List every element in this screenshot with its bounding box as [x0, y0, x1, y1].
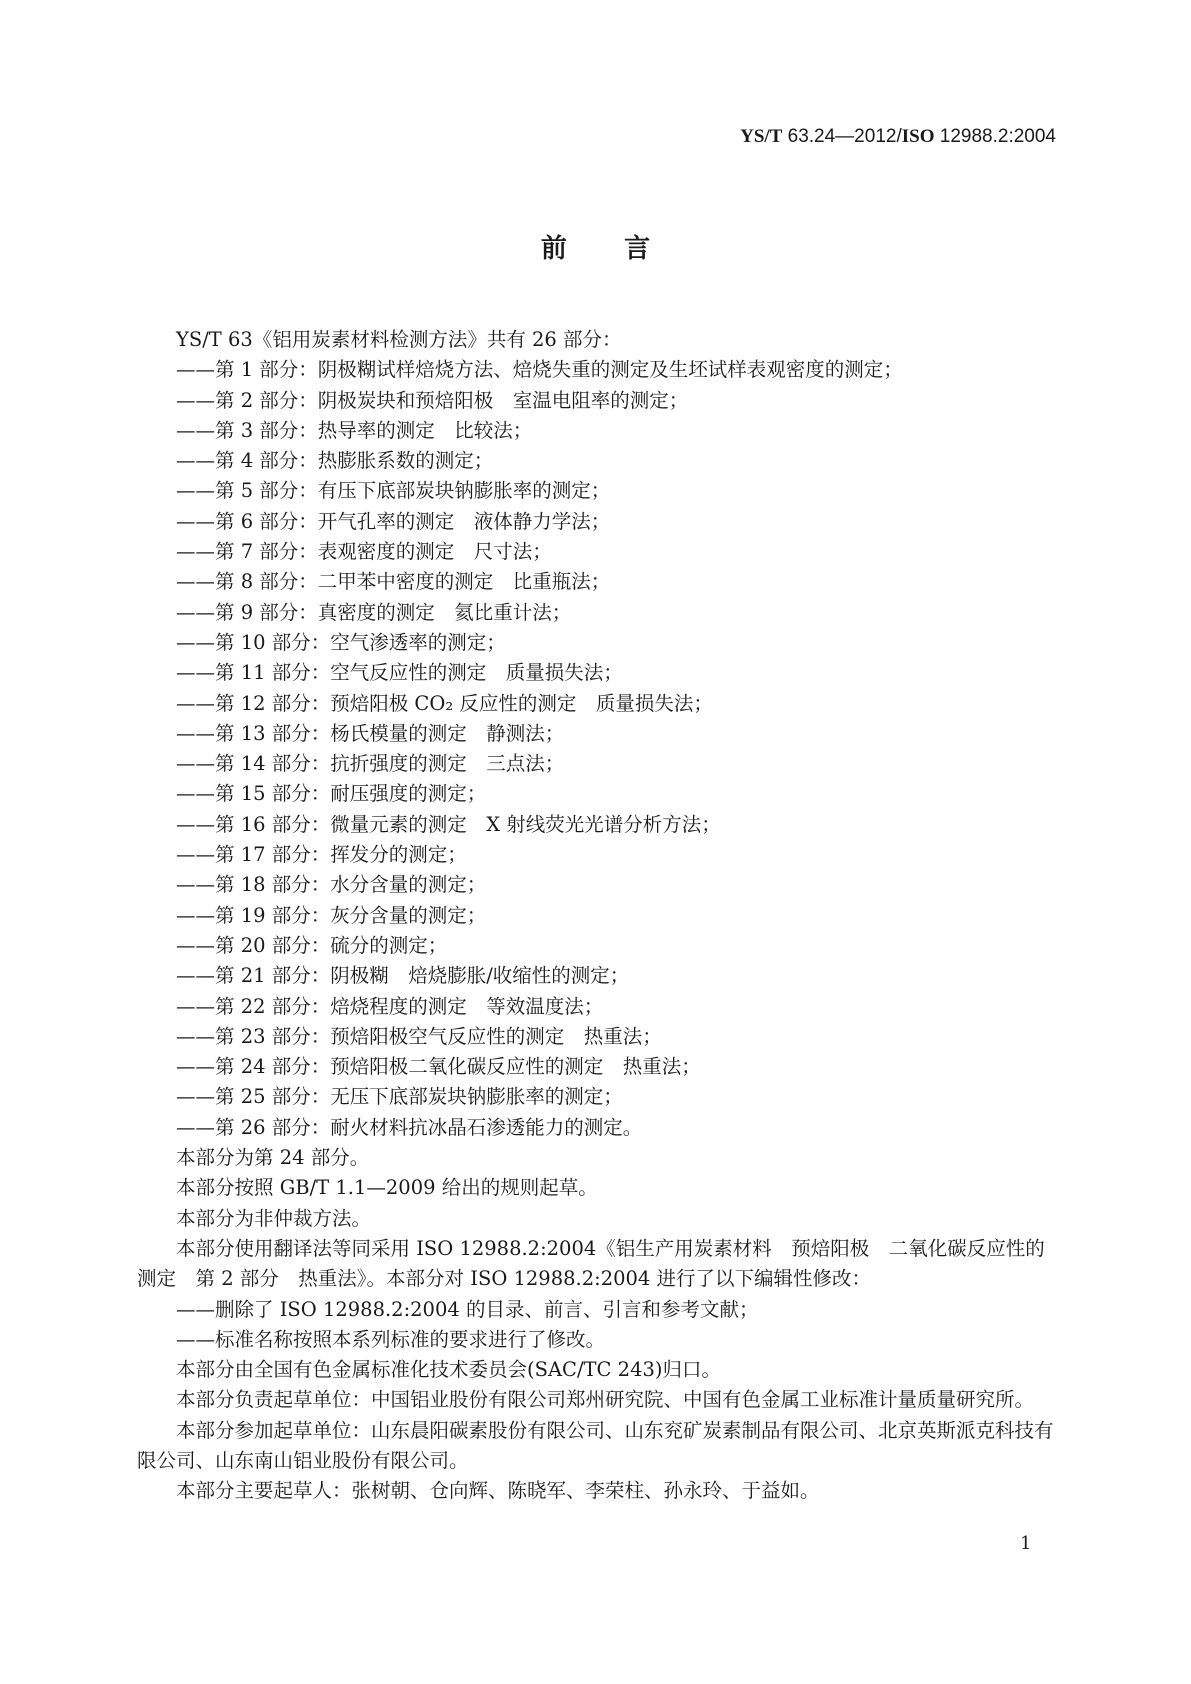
part-list-item: ——第 22 部分：焙烧程度的测定 等效温度法；: [176, 994, 604, 1018]
part-list-item: ——第 12 部分：预焙阳极 CO₂ 反应性的测定 质量损失法；: [176, 691, 713, 715]
part-list-item: ——第 8 部分：二甲苯中密度的测定 比重瓶法；: [176, 570, 611, 594]
part-list-item: ——第 25 部分：无压下底部炭块钠膨胀率的测定；: [176, 1085, 623, 1109]
body-paragraph: ——删除了 ISO 12988.2:2004 的目录、前言、引言和参考文献；: [176, 1297, 759, 1321]
body-paragraph: ——标准名称按照本系列标准的要求进行了修改。: [176, 1327, 606, 1351]
part-list-item: ——第 24 部分：预焙阳极二氧化碳反应性的测定 热重法；: [176, 1055, 701, 1079]
page-number: 1: [1020, 1533, 1032, 1554]
part-list-item: ——第 1 部分：阴极糊试样焙烧方法、焙烧失重的测定及生坯试样表观密度的测定；: [176, 358, 903, 382]
part-list-item: ——第 4 部分：热膨胀系数的测定；: [176, 449, 494, 473]
foreword-body: [137, 325, 1057, 1507]
body-paragraph: 本部分负责起草单位：中国铝业股份有限公司郑州研究院、中国有色金属工业标准计量质量研究所。: [176, 1388, 1035, 1412]
part-list-item: ——第 18 部分：水分含量的测定；: [176, 873, 487, 897]
body-paragraph: 本部分主要起草人：张树朝、仓向辉、陈晓军、李荣柱、孙永玲、于益如。: [176, 1479, 820, 1503]
part-list-item: ——第 14 部分：抗折强度的测定 三点法；: [176, 752, 565, 776]
parts-list: [137, 355, 1057, 1143]
part-list-item: ——第 9 部分：真密度的测定 氦比重计法；: [176, 600, 572, 624]
code-prefix: YS/T: [740, 126, 783, 147]
part-list-item: ——第 11 部分：空气反应性的测定 质量损失法；: [176, 661, 623, 685]
part-list-item: ——第 10 部分：空气渗透率的测定；: [176, 630, 506, 654]
iso-prefix: ISO: [901, 126, 935, 147]
page-title: 前言: [540, 234, 708, 264]
part-list-item: ——第 21 部分：阴极糊 焙烧膨胀/收缩性的测定；: [176, 964, 630, 988]
iso-number: 12988.2:2004: [939, 126, 1056, 147]
standard-number: [740, 126, 1056, 148]
part-list-item: ——第 23 部分：预焙阳极空气反应性的测定 热重法；: [176, 1024, 662, 1048]
intro-paragraph: YS/T 63《铝用炭素材料检测方法》共有 26 部分：: [176, 328, 622, 351]
part-list-item: ——第 26 部分：耐火材料抗冰晶石渗透能力的测定。: [176, 1115, 643, 1139]
part-list-item: ——第 2 部分：阴极炭块和预焙阳极 室温电阻率的测定；: [176, 388, 689, 412]
part-list-item: ——第 15 部分：耐压强度的测定；: [176, 782, 487, 806]
body-paragraph: 本部分为非仲裁方法。: [176, 1206, 372, 1230]
body-paragraph: 本部分使用翻译法等同采用 ISO 12988.2:2004《铝生产用炭素材料 预焙阳极 二氧化碳反应性的测定 第 2 部分 热重法》。本部分对 ISO 12988.2:2004 进行了以下编辑性修改：: [137, 1236, 1045, 1291]
part-list-item: ——第 17 部分：挥发分的测定；: [176, 843, 467, 867]
body-paragraph: 本部分参加起草单位：山东晨阳碳素股份有限公司、山东兖矿炭素制品有限公司、北京英斯派克科技有限公司、山东南山铝业股份有限公司。: [137, 1418, 1054, 1472]
code-number: 63.24—2012/: [787, 126, 902, 147]
body-paragraph: 本部分为第 24 部分。: [176, 1146, 370, 1170]
part-list-item: ——第 20 部分：硫分的测定；: [176, 933, 448, 957]
part-list-item: ——第 5 部分：有压下底部炭块钠膨胀率的测定；: [176, 479, 611, 503]
part-list-item: ——第 7 部分：表观密度的测定 尺寸法；: [176, 540, 552, 564]
part-list-item: ——第 13 部分：杨氏模量的测定 静测法；: [176, 721, 565, 745]
part-list-item: ——第 3 部分：热导率的测定 比较法；: [176, 418, 533, 442]
body-paragraph: 本部分由全国有色金属标准化技术委员会(SAC/TC 243)归口。: [176, 1358, 721, 1382]
part-list-item: ——第 16 部分：微量元素的测定 X 射线荧光光谱分析方法；: [176, 812, 721, 836]
part-list-item: ——第 6 部分：开气孔率的测定 液体静力学法；: [176, 509, 611, 533]
paragraphs: [137, 1143, 1057, 1507]
body-paragraph: 本部分按照 GB/T 1.1—2009 给出的规则起草。: [176, 1176, 598, 1200]
part-list-item: ——第 19 部分：灰分含量的测定；: [176, 903, 487, 927]
